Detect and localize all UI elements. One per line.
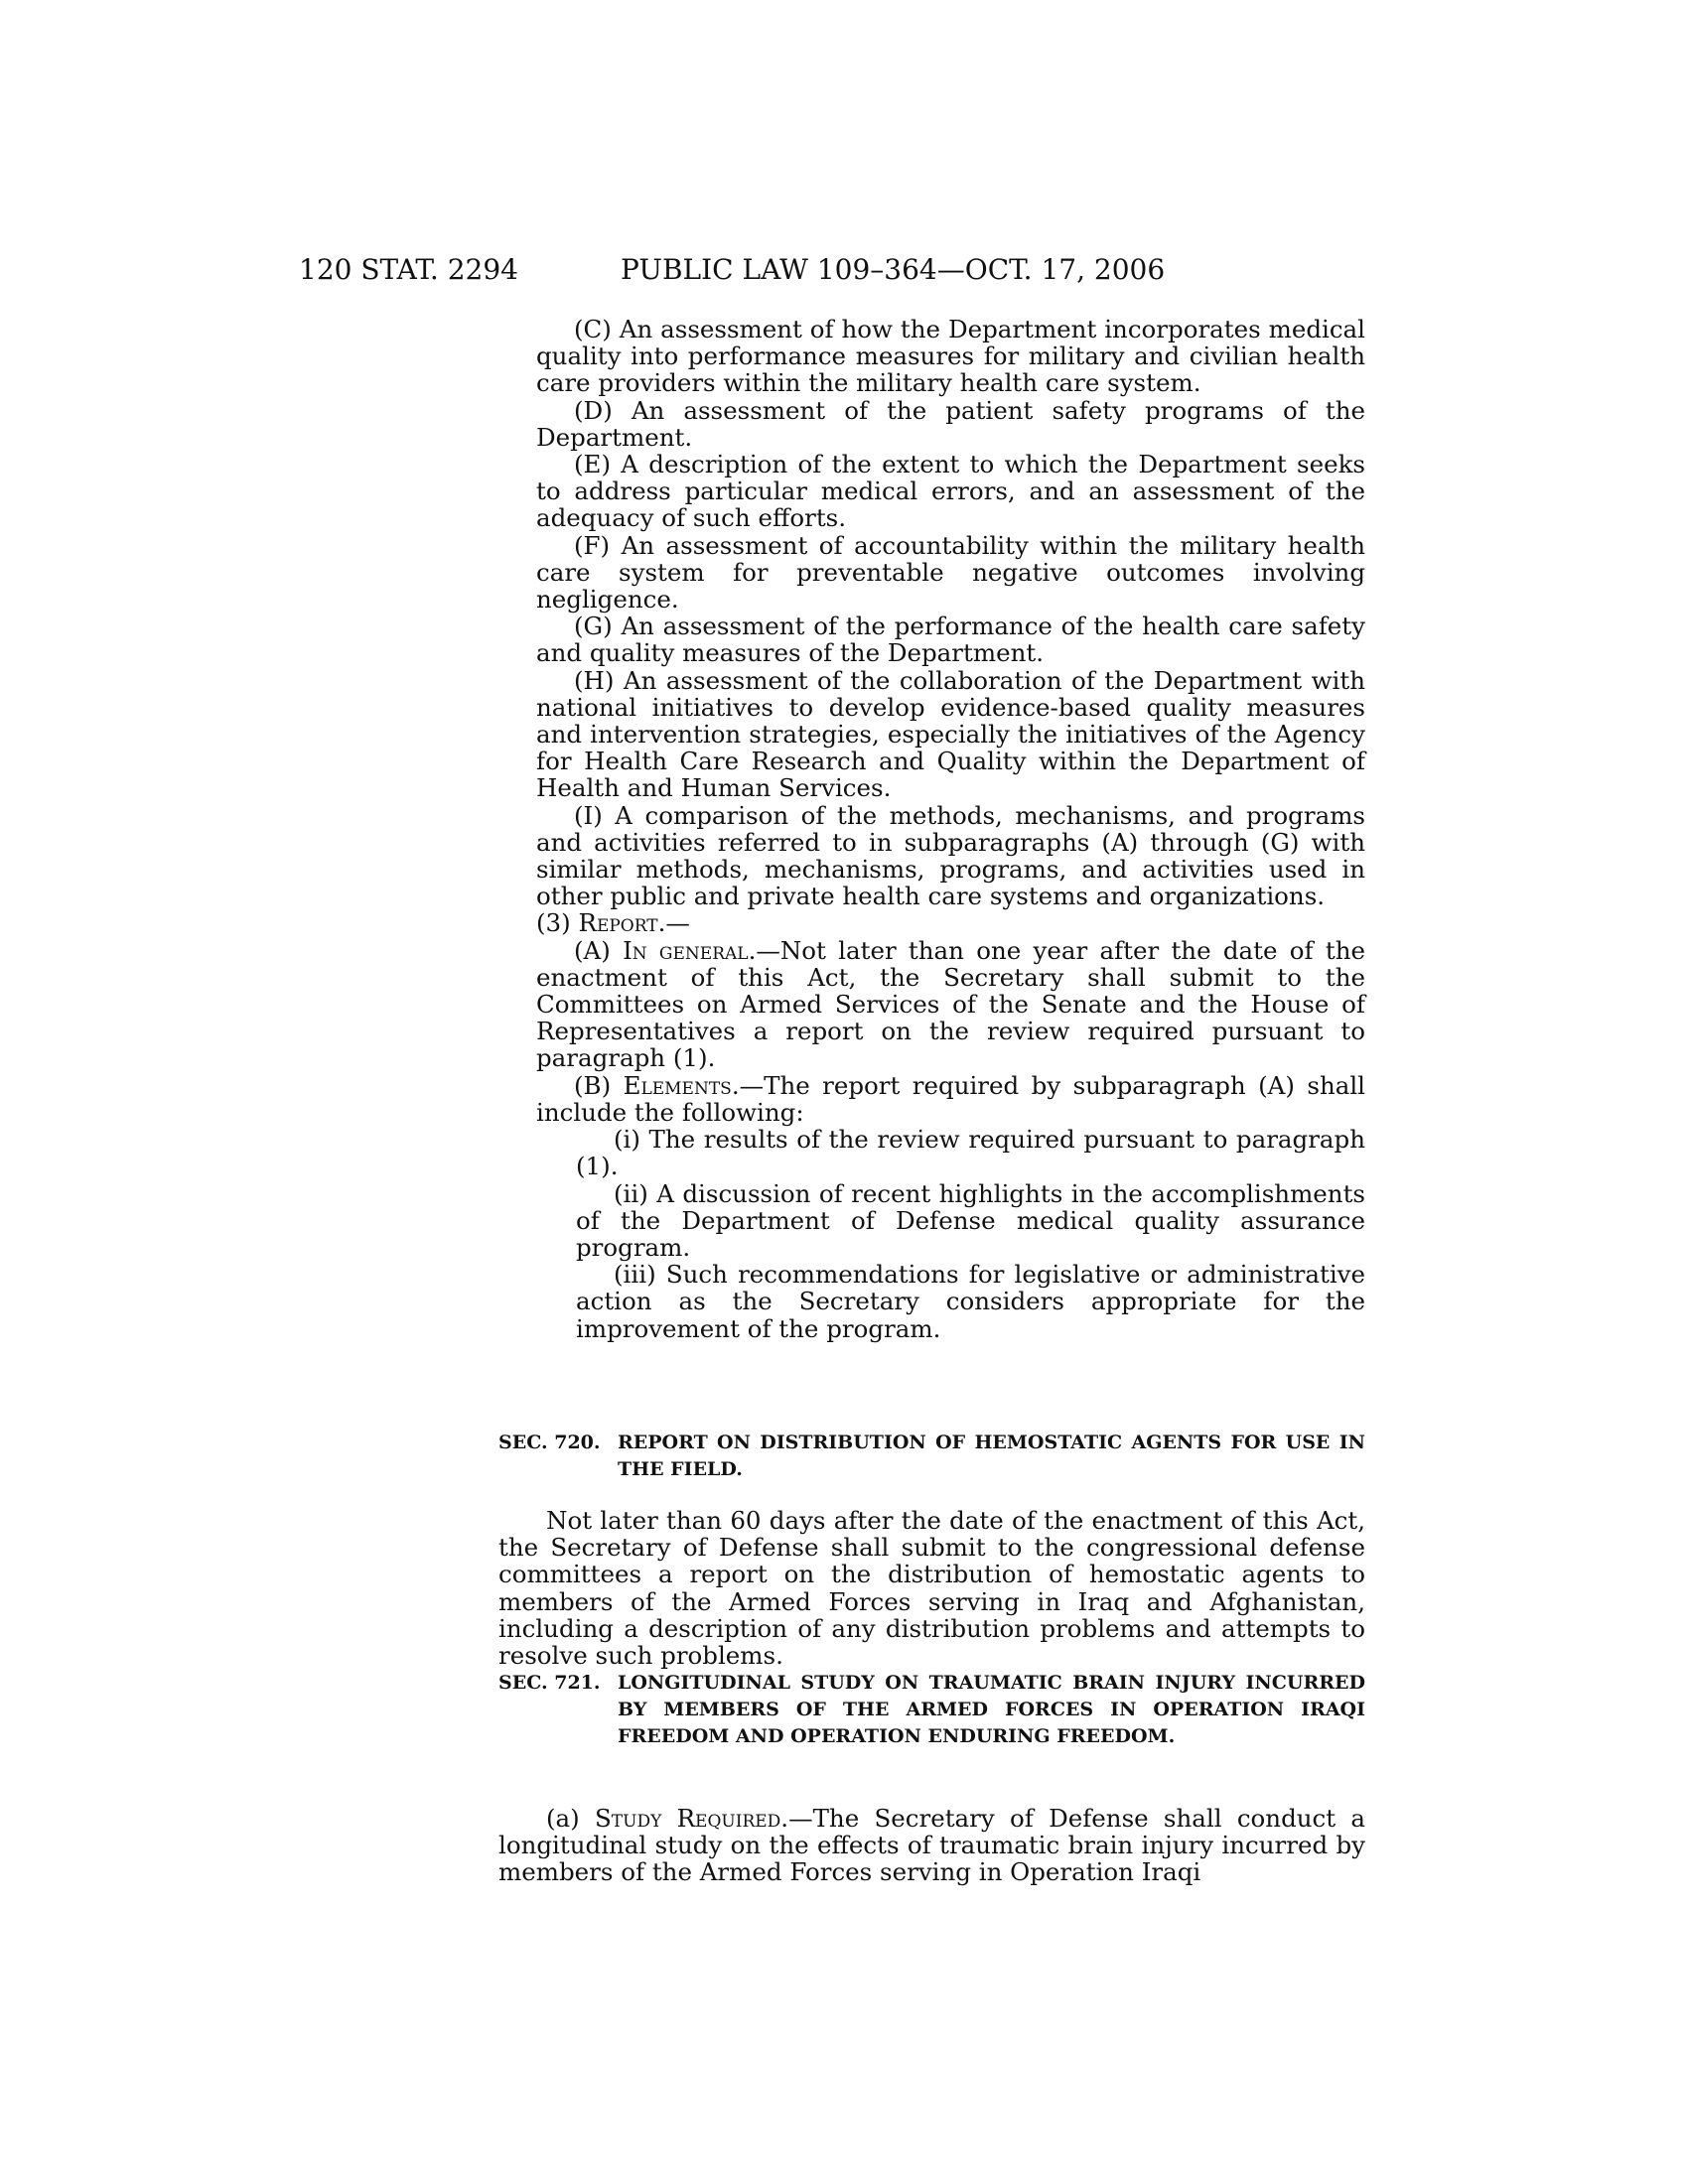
clause-ii: (ii) A discussion of recent highlights in the accomplishments of the Department of Defense medical quality assurance program. xyxy=(576,1178,1365,1262)
subparagraph-f: (F) An assessment of accountability within the military health care system for preventable negative outcomes involving negligence. xyxy=(536,530,1365,614)
section-721-title: LONGITUDINAL STUDY ON TRAUMATIC BRAIN INJURY INCURRED BY MEMBERS OF THE ARMED FORCES IN OPERATION IRAQI FREEDOM AND OPERATION ENDURING FREEDOM. xyxy=(618,1672,1365,1747)
subparagraph-d: (D) An assessment of the patient safety programs of the Department. xyxy=(536,395,1365,452)
subparagraph-h: (H) An assessment of the collaboration of the Department with national initiatives to develop evidence-based quality measures and intervention strategies, especially the initiatives of the Agency for Health Care Research and Quality within the Department of Health and Human Services. xyxy=(536,665,1365,803)
running-header-title: PUBLIC LAW 109–364—OCT. 17, 2006 xyxy=(621,253,1166,286)
subparagraph-i: (I) A comparison of the methods, mechanisms, and programs and activities referred to in subparagraphs (A) through (G) with similar methods, mechanisms, programs, and activities used in other public and private health care systems and organizations. xyxy=(536,800,1365,911)
elements-heading: Elements xyxy=(623,1070,732,1100)
clause-iii: (iii) Such recommendations for legislative or administrative action as the Secretary considers appropriate for the improvement of the program. xyxy=(576,1260,1365,1343)
paragraph-3-report xyxy=(498,909,1365,936)
subparagraph-b-elements xyxy=(536,1072,1365,1126)
subparagraph-a-in-general xyxy=(536,937,1365,1072)
section-720-text: Not later than 60 days after the date of the enactment of this Act, the Secretary of Defense shall submit to the congressional defense committees a report on the distribution of hemostatic agents to members of the Armed Forces serving in Iraq and Afghanistan, including a description of any distribution problems and attempts to resolve such problems. xyxy=(498,1506,1365,1671)
section-720-number: SEC. 720. xyxy=(498,1432,601,1453)
section-721-number: SEC. 721. xyxy=(498,1672,601,1694)
main-text-column xyxy=(498,316,1365,1342)
section-721-body xyxy=(498,1805,1365,1886)
paragraph-3-dash: .— xyxy=(657,908,690,938)
paragraph-3-prefix: (3) xyxy=(536,908,579,938)
subparagraphs-c-to-i xyxy=(498,316,1365,909)
study-required-heading: Study Required xyxy=(595,1804,781,1833)
clause-i: (i) The results of the review required pursuant to paragraph (1). xyxy=(576,1125,1365,1181)
report-subparagraphs xyxy=(498,937,1365,1126)
subparagraph-c: (C) An assessment of how the Department incorporates medical quality into performance measures for military and civilian health care providers within the military health care system. xyxy=(536,315,1365,398)
paragraph-3-heading: Report xyxy=(578,908,658,938)
in-general-heading: In general xyxy=(623,935,749,965)
subparagraph-e: (E) A description of the extent to which the Department seeks to address particular medical errors, and an assessment of the adequacy of such efforts. xyxy=(536,450,1365,533)
subparagraph-g: (G) An assessment of the performance of the health care safety and quality measures of the Department. xyxy=(536,612,1365,668)
page-stat-citation: 120 STAT. 2294 xyxy=(299,253,518,286)
in-general-prefix: (A) xyxy=(574,935,624,965)
elements-prefix: (B) xyxy=(574,1070,624,1100)
in-general-text: .—Not later than one year after the date of the enactment of this Act, the Secretary shall submit to the Committees on Armed Services of the Senate and the House of Representatives a report on the review required pursuant to paragraph (1). xyxy=(536,935,1365,1073)
elements-clauses xyxy=(498,1126,1365,1342)
section-721-heading xyxy=(498,1670,1365,1750)
elements-text: .—The report required by subparagraph (A) shall include the following: xyxy=(536,1070,1365,1127)
study-required-text: .—The Secretary of Defense shall conduct a longitudinal study on the effects of traumatic brain injury incurred by members of the Armed Forces serving in Operation Iraqi xyxy=(498,1804,1366,1887)
section-720-body xyxy=(498,1507,1365,1669)
study-required-prefix: (a) xyxy=(546,1804,596,1833)
section-720-title: REPORT ON DISTRIBUTION OF HEMOSTATIC AGENTS FOR USE IN THE FIELD. xyxy=(618,1432,1365,1480)
section-720-heading xyxy=(498,1430,1365,1483)
subsection-a-study-required xyxy=(498,1805,1365,1886)
